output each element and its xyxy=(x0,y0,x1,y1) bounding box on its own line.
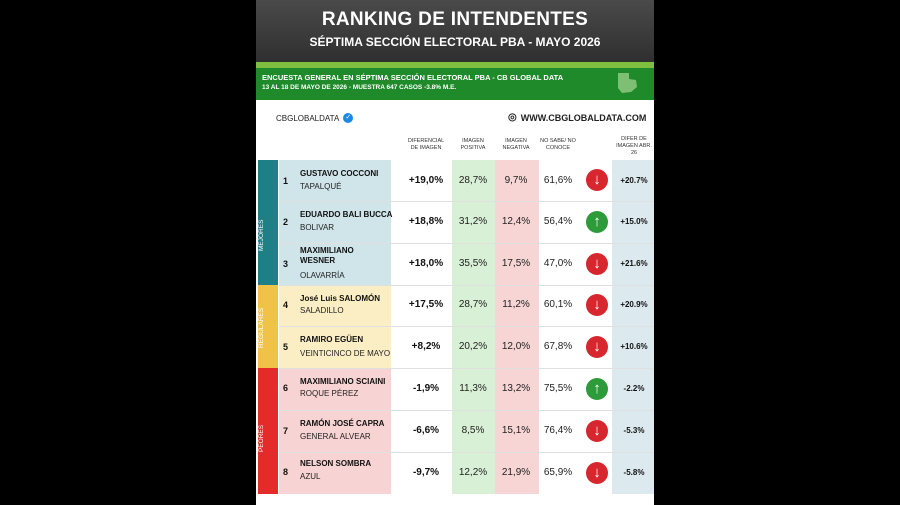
column-header-abr: DIFER DE IMAGEN ABR. 26 xyxy=(616,136,652,156)
row-name: GUSTAVO COCCONI xyxy=(300,169,379,178)
row-abr: +10.6% xyxy=(620,342,648,351)
row-diff: +18,0% xyxy=(408,258,444,269)
row-rank: 4 xyxy=(283,300,289,310)
row-name: RAMÓN JOSÉ CAPRA xyxy=(300,419,385,428)
section-label-peores: PEORES xyxy=(258,424,265,452)
row-city: GENERAL ALVEAR xyxy=(300,432,371,441)
row-rank: 3 xyxy=(283,259,289,269)
ranking-card xyxy=(256,0,654,505)
column-header-no-sabe: NO SABE/ NO CONOCE xyxy=(540,138,576,151)
row-negative: 13,2% xyxy=(501,383,531,394)
row-negative: 12,4% xyxy=(501,216,531,227)
row-negative: 12,0% xyxy=(501,341,531,352)
row-abr: +21.6% xyxy=(620,259,648,268)
row-no-sabe: 75,5% xyxy=(543,383,573,394)
globe-icon: ◎ xyxy=(508,112,517,123)
row-positive: 28,7% xyxy=(458,175,488,186)
column-header-negative: IMAGEN NEGATIVA xyxy=(502,138,530,151)
row-rank: 2 xyxy=(283,217,289,227)
row-positive: 8,5% xyxy=(461,425,485,436)
row-positive: 20,2% xyxy=(458,341,488,352)
section-label-mejores: MEJORES xyxy=(258,219,265,251)
brand-handle-text: CBGLOBALDATA xyxy=(276,113,340,123)
column-header-diff: DIFERENCIAL DE IMAGEN xyxy=(407,138,445,151)
arrow-up-icon: ↑ xyxy=(586,211,608,233)
row-no-sabe: 76,4% xyxy=(543,425,573,436)
brand-website[interactable] xyxy=(508,112,646,123)
table-row xyxy=(256,160,654,201)
row-rank: 7 xyxy=(283,426,289,436)
row-no-sabe: 47,0% xyxy=(543,258,573,269)
row-city: BOLIVAR xyxy=(300,223,335,232)
row-negative: 11,2% xyxy=(502,299,530,310)
row-rank: 5 xyxy=(283,342,289,352)
row-name: RAMIRO EGÜEN xyxy=(300,335,364,344)
row-no-sabe: 67,8% xyxy=(543,341,573,352)
row-no-sabe: 56,4% xyxy=(543,216,573,227)
table-row xyxy=(256,285,654,326)
row-abr: -2.2% xyxy=(623,384,645,393)
row-rank: 1 xyxy=(283,176,289,186)
row-positive: 28,7% xyxy=(458,299,488,310)
row-negative: 15,1% xyxy=(501,425,531,436)
row-city: TAPALQUÉ xyxy=(300,182,342,191)
row-name: MAXIMILIANO WESNER xyxy=(300,246,354,265)
row-rank: 8 xyxy=(283,467,289,477)
page-title: RANKING DE INTENDENTES xyxy=(321,9,589,30)
brand-website-text: WWW.CBGLOBALDATA.COM xyxy=(520,112,647,123)
table-row xyxy=(256,243,654,285)
row-abr: +20.7% xyxy=(620,176,648,185)
row-name: NELSON SOMBRA xyxy=(300,459,372,468)
row-negative: 9,7% xyxy=(504,175,528,186)
table-row xyxy=(256,326,654,368)
column-header-positive: IMAGEN POSITIVA xyxy=(460,138,486,151)
row-diff: +18,8% xyxy=(408,216,444,227)
table-row xyxy=(256,452,654,494)
row-diff: +8,2% xyxy=(411,341,441,352)
brand-handle xyxy=(276,113,353,123)
row-diff: +19,0% xyxy=(408,175,444,186)
arrow-down-icon: ↓ xyxy=(586,336,608,358)
row-positive: 12,2% xyxy=(458,467,488,478)
row-diff: -1,9% xyxy=(412,383,440,394)
row-positive: 11,3% xyxy=(459,383,487,394)
survey-title: ENCUESTA GENERAL EN SÉPTIMA SECCIÓN ELECTORAL PBA - CB GLOBAL DATA xyxy=(262,73,564,82)
row-name: MAXIMILIANO SCIAINI xyxy=(300,377,386,386)
row-city: ROQUE PÉREZ xyxy=(300,389,359,398)
arrow-down-icon: ↓ xyxy=(586,294,608,316)
table-row xyxy=(256,201,654,243)
row-name: José Luis SALOMÓN xyxy=(300,294,381,303)
row-rank: 6 xyxy=(283,383,289,393)
row-city: VEINTICINCO DE MAYO xyxy=(300,349,391,358)
row-no-sabe: 61,6% xyxy=(543,175,573,186)
survey-info-band xyxy=(256,68,654,100)
row-diff: -9,7% xyxy=(412,467,440,478)
row-diff: -6,6% xyxy=(412,425,440,436)
row-negative: 21,9% xyxy=(501,467,531,478)
row-positive: 31,2% xyxy=(458,216,488,227)
arrow-down-icon: ↓ xyxy=(586,169,608,191)
row-city: SALADILLO xyxy=(300,306,344,315)
row-abr: +15.0% xyxy=(620,217,648,226)
page-subtitle: SÉPTIMA SECCIÓN ELECTORAL PBA - MAYO 2026 xyxy=(309,35,601,49)
arrow-up-icon: ↑ xyxy=(586,378,608,400)
row-diff: +17,5% xyxy=(408,299,444,310)
table-row xyxy=(256,368,654,410)
table-row xyxy=(256,410,654,452)
row-abr: -5.3% xyxy=(623,426,645,435)
row-abr: -5.8% xyxy=(623,468,645,477)
row-city: AZUL xyxy=(300,472,321,481)
section-label-regulares: REGULARES xyxy=(258,307,265,349)
province-map-icon xyxy=(614,70,640,96)
row-no-sabe: 60,1% xyxy=(543,299,573,310)
row-abr: +20.9% xyxy=(620,300,648,309)
header xyxy=(256,0,654,68)
row-positive: 35,5% xyxy=(458,258,488,269)
arrow-down-icon: ↓ xyxy=(586,420,608,442)
arrow-down-icon: ↓ xyxy=(586,253,608,275)
row-negative: 17,5% xyxy=(501,258,531,269)
survey-details: 13 AL 18 DE MAYO DE 2026 - MUESTRA 647 CASOS -3.8% M.E. xyxy=(262,84,457,91)
row-no-sabe: 65,9% xyxy=(543,467,573,478)
verified-icon: ✓ xyxy=(343,113,353,123)
arrow-down-icon: ↓ xyxy=(586,462,608,484)
row-city: OLAVARRÍA xyxy=(300,271,345,280)
row-name: EDUARDO BALI BUCCA xyxy=(300,210,393,219)
